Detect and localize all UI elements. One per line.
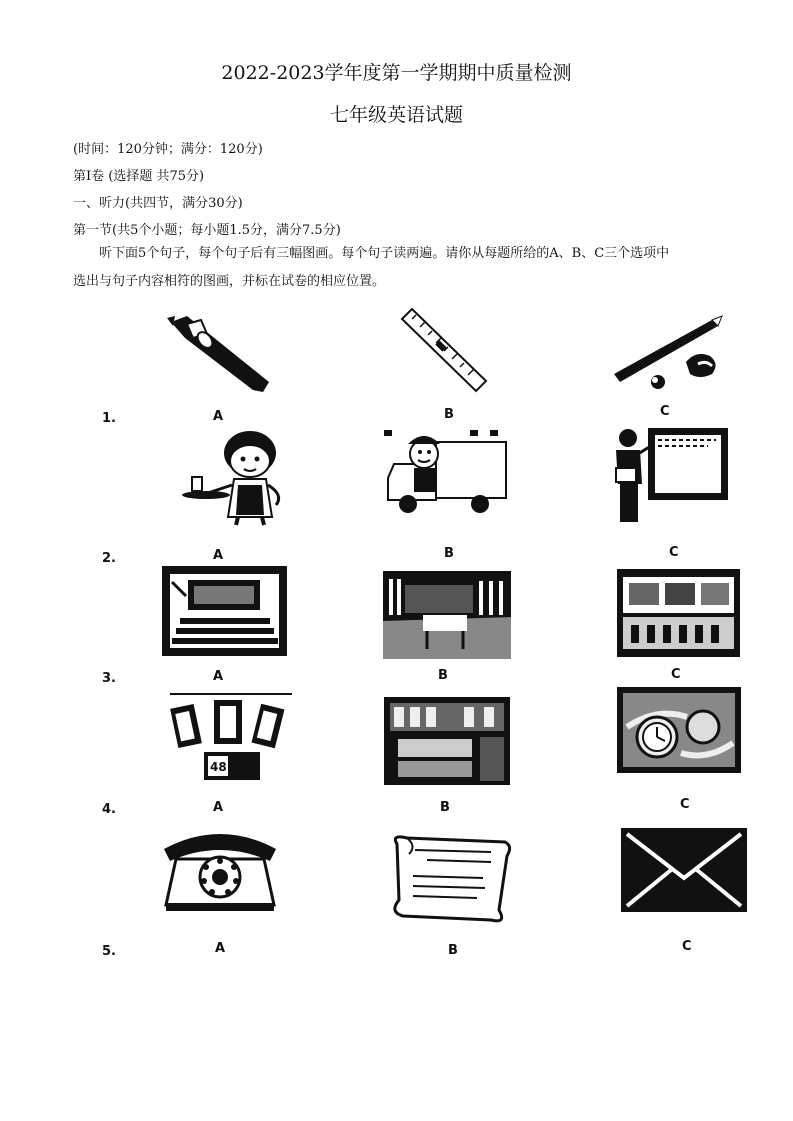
ruler-picture — [398, 305, 490, 395]
pencil-and-eraser-picture — [612, 312, 727, 392]
library-picture — [383, 571, 511, 659]
option-label: C — [669, 545, 679, 560]
part-heading: 一、听力(共四节，满分30分) — [73, 196, 243, 211]
option-label: A — [213, 669, 224, 684]
teacher-picture — [612, 424, 732, 524]
waitress-picture — [180, 425, 298, 527]
tickets-picture — [170, 690, 292, 786]
option-label: A — [213, 800, 224, 815]
svg-text:48: 48 — [210, 760, 227, 774]
question-number: 1. — [102, 411, 116, 426]
question-number: 5. — [102, 944, 116, 959]
classroom-picture — [162, 566, 287, 656]
option-label: A — [213, 548, 224, 563]
letter-picture — [387, 834, 515, 926]
option-label: B — [448, 943, 458, 958]
option-label: A — [215, 941, 226, 956]
envelope-picture — [619, 826, 749, 914]
watches-picture — [617, 687, 741, 773]
question-number: 2. — [102, 551, 116, 566]
option-label: B — [440, 800, 450, 815]
option-label: C — [660, 404, 670, 419]
option-label: B — [444, 407, 454, 422]
exam-title: 2022-2023学年度第一学期期中质量检测 — [221, 62, 572, 84]
pen-picture — [165, 312, 277, 394]
section-heading: 第一节(共5个小题；每小题1.5分，满分7.5分) — [73, 223, 341, 238]
option-label: B — [444, 546, 454, 561]
option-label: B — [438, 668, 448, 683]
delivery-man-picture — [380, 424, 512, 520]
telephone-picture — [158, 825, 282, 913]
time-info: (时间：120分钟；满分：120分) — [73, 142, 263, 157]
instructions-line-2: 选出与句子内容相符的图画，并标在试卷的相应位置。 — [73, 274, 386, 289]
option-label: A — [213, 409, 224, 424]
store-picture — [384, 697, 510, 785]
option-label: C — [680, 797, 690, 812]
dining-hall-picture — [617, 569, 740, 657]
option-label: C — [671, 667, 681, 682]
instructions — [73, 240, 723, 296]
volume-heading: 第Ⅰ卷 (选择题 共75分) — [73, 169, 205, 184]
option-label: C — [682, 939, 692, 954]
question-number: 3. — [102, 671, 116, 686]
instructions-line-1: 听下面5个句子，每个句子后有三幅图画。每个句子读两遍。请你从每题所给的A、B、C三个选项中 — [99, 246, 670, 261]
exam-subtitle: 七年级英语试题 — [329, 104, 463, 126]
question-number: 4. — [102, 802, 116, 817]
